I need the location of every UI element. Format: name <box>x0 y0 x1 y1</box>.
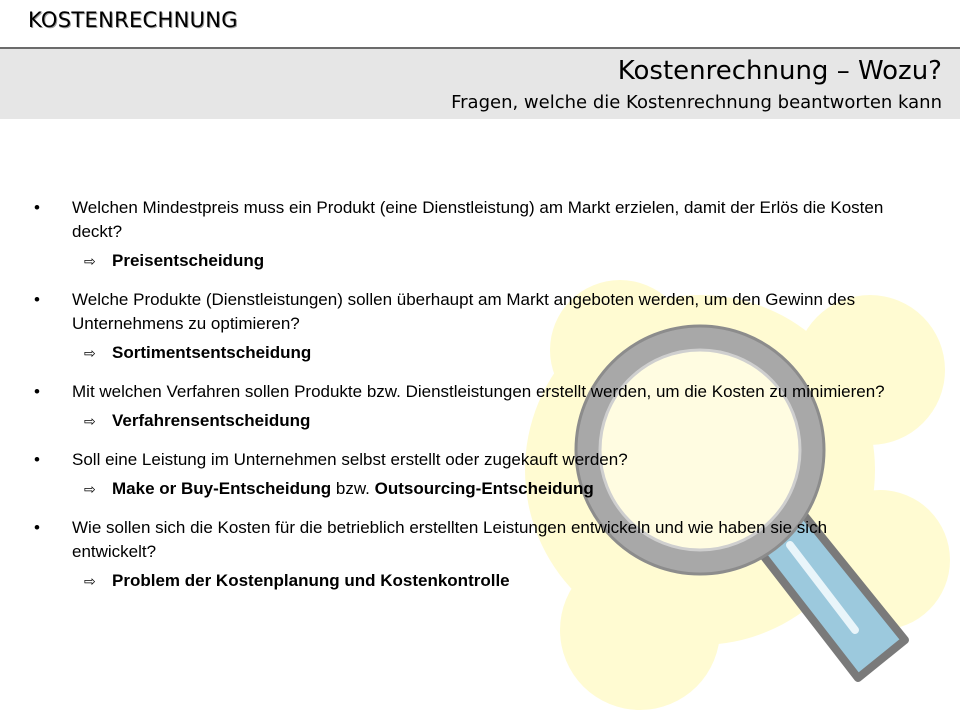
question-item <box>34 380 914 433</box>
bullet-dot: • <box>34 290 40 309</box>
outline-right-arrow-icon: ⇨ <box>84 573 96 589</box>
page-subtitle: Fragen, welche die Kostenrechnung beantworten kann <box>451 92 942 113</box>
answer-text: Make or Buy-Entscheidung <box>112 479 332 498</box>
bullet-dot: • <box>34 518 40 537</box>
section-label: KOSTENRECHNUNG <box>28 8 238 32</box>
answer-line <box>84 477 914 501</box>
question-text: Soll eine Leistung im Unternehmen selbst erstellt oder zugekauft werden? <box>72 450 628 469</box>
answer-line <box>84 249 914 273</box>
bullet-dot: • <box>34 382 40 401</box>
answer-text: Sortimentsentscheidung <box>112 343 312 362</box>
outline-right-arrow-icon: ⇨ <box>84 345 96 361</box>
answer-text-alt: Outsourcing-Entscheidung <box>374 479 594 498</box>
question-item <box>34 196 914 273</box>
page-title: Kostenrechnung – Wozu? <box>617 56 942 86</box>
question-text: Mit welchen Verfahren sollen Produkte bzw. Dienstleistungen erstellt werden, um die Kosten zu minimieren? <box>72 382 885 401</box>
question-item <box>34 288 914 365</box>
question-item <box>34 448 914 501</box>
question-text: Wie sollen sich die Kosten für die betrieblich erstellten Leistungen entwickeln und wie haben sie sich entwickelt? <box>72 518 828 561</box>
answer-line <box>84 341 914 365</box>
bullet-dot: • <box>34 450 40 469</box>
answer-text: Preisentscheidung <box>112 251 265 270</box>
question-text: Welche Produkte (Dienstleistungen) sollen überhaupt am Markt angeboten werden, um den Gewinn des Unternehmens zu optimieren? <box>72 290 856 333</box>
outline-right-arrow-icon: ⇨ <box>84 413 96 429</box>
question-item <box>34 516 914 593</box>
answer-text: Problem der Kostenplanung und Kostenkontrolle <box>112 571 510 590</box>
bullet-dot: • <box>34 198 40 217</box>
answer-text: Verfahrensentscheidung <box>112 411 311 430</box>
answer-line <box>84 409 914 433</box>
answer-connector: bzw. <box>331 479 375 498</box>
question-list <box>34 196 914 608</box>
header-divider <box>0 47 960 49</box>
outline-right-arrow-icon: ⇨ <box>84 481 96 497</box>
question-text: Welchen Mindestpreis muss ein Produkt (eine Dienstleistung) am Markt erzielen, damit der Erlös die Kosten deckt? <box>72 198 884 241</box>
outline-right-arrow-icon: ⇨ <box>84 253 96 269</box>
answer-line <box>84 569 914 593</box>
